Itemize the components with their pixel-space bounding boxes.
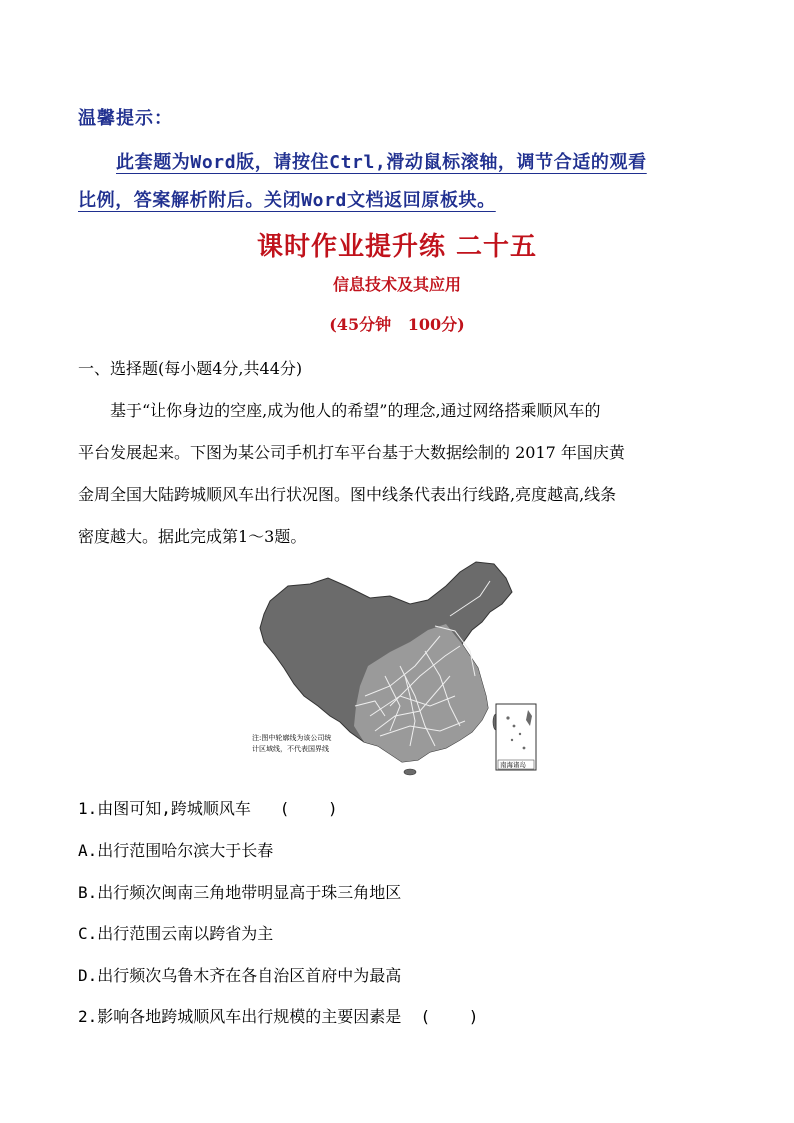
page-title: 课时作业提升练 二十五 xyxy=(256,232,538,262)
tip-line-1-text: 此套题为Word版，请按住Ctrl,滑动鼠标滚轴，调节合适的观看 xyxy=(116,152,647,173)
time-score: (45分钟 100分) xyxy=(329,315,465,334)
tip-line-2 xyxy=(78,182,726,220)
question-1: 1.由图可知,跨城顺风车 ( ) xyxy=(78,799,338,818)
map-note-line-1: 注:图中轮廓线为该公司统 xyxy=(252,734,332,742)
tip-line-2-text: 比例，答案解析附后。关闭Word文档返回原板块。 xyxy=(78,190,496,211)
passage-line-3: 金周全国大陆跨城顺风车出行状况图。图中线条代表出行线路,亮度越高,线条 xyxy=(78,485,617,504)
map-hainan xyxy=(404,769,416,775)
tip-line-1 xyxy=(78,144,726,182)
question-1-option-c: C.出行范围云南以跨省为主 xyxy=(78,924,274,943)
tip-body xyxy=(78,144,726,220)
question-2: 2.影响各地跨城顺风车出行规模的主要因素是 ( ) xyxy=(78,1007,479,1026)
page-subtitle: 信息技术及其应用 xyxy=(332,275,461,294)
passage-line-1: 基于“让你身边的空座,成为他人的希望”的理念,通过网络搭乘顺风车的 xyxy=(110,401,601,420)
passage-line-4: 密度越大。据此完成第1～3题。 xyxy=(78,527,307,546)
question-1-option-b: B.出行频次闽南三角地带明显高于珠三角地区 xyxy=(78,883,402,902)
china-rideshare-map xyxy=(250,556,550,776)
passage xyxy=(78,390,718,558)
question-1-option-d: D.出行频次乌鲁木齐在各自治区首府中为最高 xyxy=(78,966,402,985)
map-figure xyxy=(250,556,550,776)
map-note-line-2: 计区域线，不代表国界线 xyxy=(252,745,329,753)
passage-line-2: 平台发展起来。下图为某公司手机打车平台基于大数据绘制的 2017 年国庆黄 xyxy=(78,443,625,462)
tip-heading: 温馨提示： xyxy=(78,108,173,129)
question-1-option-a: A.出行范围哈尔滨大于长春 xyxy=(78,841,274,860)
section-heading: 一、选择题(每小题4分,共44分) xyxy=(78,359,303,378)
map-inset-label: 南海诸岛 xyxy=(500,761,526,769)
